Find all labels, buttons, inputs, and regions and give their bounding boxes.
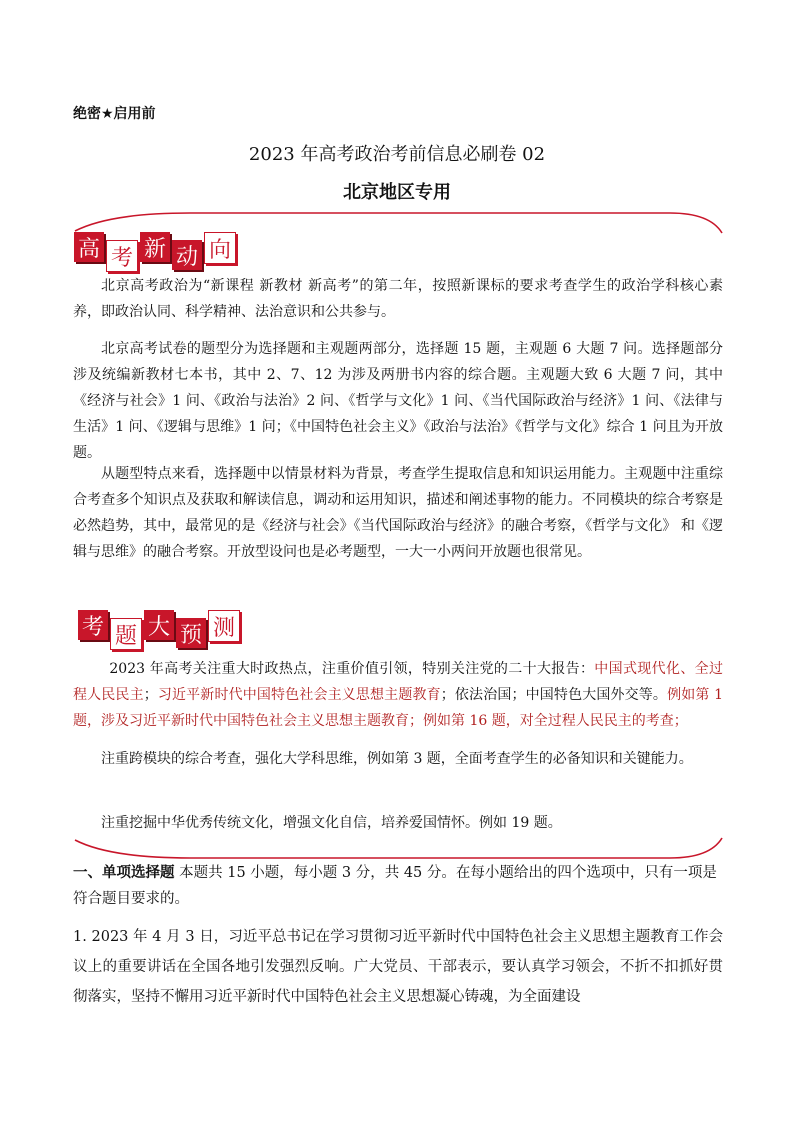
choice-section-heading <box>73 860 723 912</box>
badge-char: 向 <box>204 232 236 264</box>
badge-char: 高 <box>74 232 104 262</box>
badge-char: 题 <box>110 618 142 650</box>
trend-paragraph-2: 北京高考试卷的题型分为选择题和主观题两部分，选择题 15 题，主观题 6 大题 7 问。选择题部分涉及统编新教材七本书，其中 2、7、12 为涉及两册书内容的综合题。主观题大致 6 大题 7 问，其中《经济与社会》1 问、《政治与法治》2 问、《哲学与文化》1 问、《当代国际政治与经济》1 问、《法律与生活》1 问、《逻辑与思维》1 问；《中国特色社会主义》《政治与法治》《哲学与文化》综合 1 问且为开放题。 <box>73 341 723 461</box>
badge-char: 新 <box>140 232 170 262</box>
choice-section-instructions: 本题共 15 小题，每小题 3 分，共 45 分。在每小题给出的四个选项中，只有一项是符合题目要求的。 <box>73 865 717 907</box>
prediction-highlight: 例如第 1 题，涉及习近平新时代中国特色社会主义思想主题教育；例如第 16 题，对全过程人民民主的考查； <box>73 687 724 729</box>
prediction-highlight: 习近平新时代中国特色社会主义思想主题教育 <box>157 687 441 703</box>
badge-char: 大 <box>144 610 174 640</box>
choice-section-title: 一、单项选择题 <box>73 865 175 881</box>
question-1-text: 1. 2023 年 4 月 3 日，习近平总书记在学习贯彻习近平新时代中国特色社会主义思想主题教育工作会议上的重要讲话在全国各地引发强烈反响。广大党员、干部表示，要认真学习领会，不折不扣抓好贯彻落实，坚持不懈用习近平新时代中国特色社会主义思想凝心铸魂，为全面建设 <box>73 929 723 1005</box>
prediction-text: 2023 年高考关注重大时政热点，注重价值引领，特别关注党的二十大报告： <box>109 661 595 677</box>
prediction-text: ； <box>143 687 158 703</box>
section-badge-new-trend <box>74 232 236 272</box>
page-title: 2023 年高考政治考前信息必刷卷 02 <box>248 144 546 165</box>
section-badge-prediction <box>78 610 240 650</box>
prediction-paragraph-1 <box>73 656 723 734</box>
badge-char: 测 <box>208 610 240 642</box>
prediction-paragraph-2: 注重跨模块的综合考查，强化大学科思维，例如第 3 题，全面考查学生的必备知识和关键能力。 <box>101 751 693 767</box>
badge-char: 预 <box>176 618 206 648</box>
prediction-paragraph-3: 注重挖掘中华优秀传统文化，增强文化自信，培养爱国情怀。例如 19 题。 <box>101 815 562 831</box>
prediction-text: ；依法治国；中国特色大国外交等。 <box>440 687 668 703</box>
trend-paragraph-3: 从题型特点来看，选择题中以情景材料为背景，考查学生提取信息和知识运用能力。主观题中注重综合考查多个知识点及获取和解读信息，调动和运用知识，描述和阐述事物的能力。不同模块的综合考察是必然趋势，其中，最常见的是《经济与社会》《当代国际政治与经济》的融合考察，《哲学与文化》 和《逻辑与思维》的融合考察。开放型设问也是必考题型，一大一小两问开放题也很常见。 <box>73 466 723 560</box>
badge-char: 动 <box>172 240 202 270</box>
page-subtitle: 北京地区专用 <box>343 182 451 203</box>
trend-paragraph-1: 北京高考政治为“新课程 新教材 新高考”的第二年，按照新课标的要求考查学生的政治学科核心素养，即政治认同、科学精神、法治意识和公共参与。 <box>73 278 723 320</box>
section-divider-curve <box>70 205 725 235</box>
prediction-highlight: 中国式现代化、全过程人民民主 <box>73 661 724 703</box>
badge-char: 考 <box>106 240 138 272</box>
secret-label: 绝密★启用前 <box>73 106 156 122</box>
badge-char: 考 <box>78 610 108 640</box>
